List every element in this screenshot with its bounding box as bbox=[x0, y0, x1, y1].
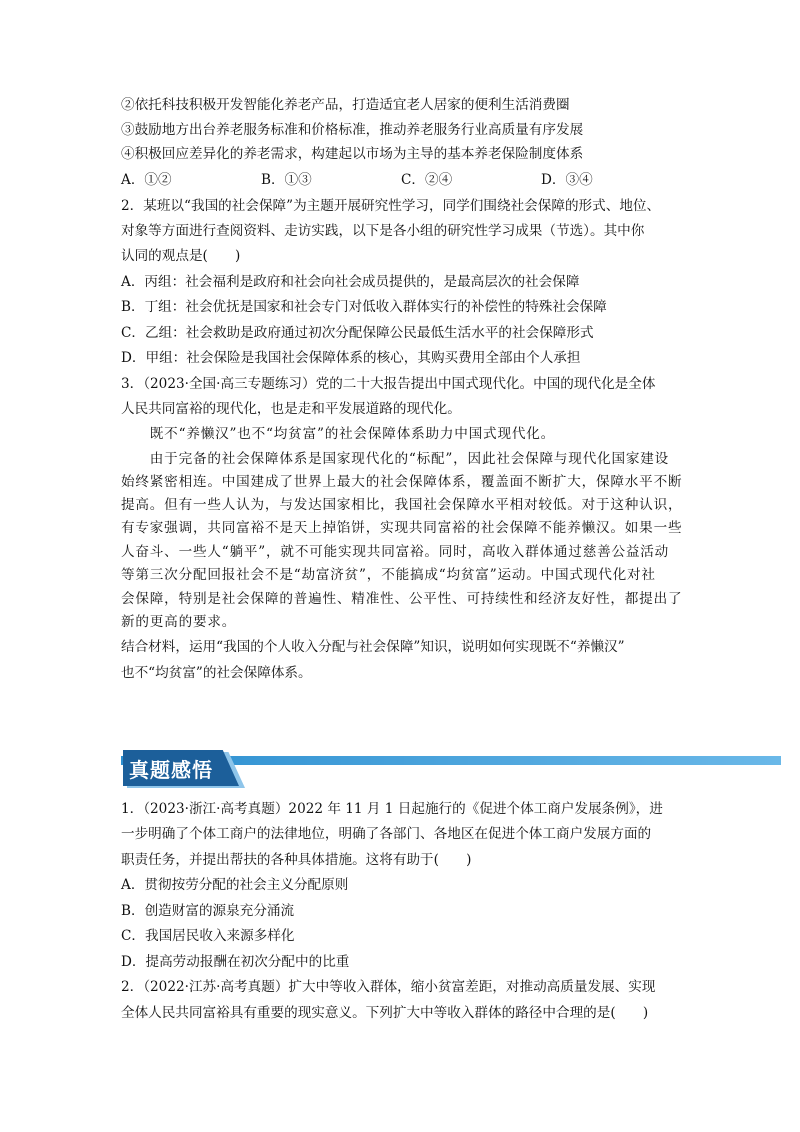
q2-stem-line-1: 2．某班以“我国的社会保障”为主题开展研究性学习，同学们围绕社会保障的形式、地位、 bbox=[121, 198, 661, 214]
b-q1-stem-line-1: 1．（2023·浙江·高考真题）2022 年 11 月 1 日起施行的《促进个体工商户发展条例》，进 bbox=[121, 801, 663, 817]
q3-material-line-8: 新的更高的要求。 bbox=[121, 614, 237, 630]
q3-stem-line-2: 人民共同富裕的现代化，也是走和平发展道路的现代化。 bbox=[121, 401, 461, 417]
section-banner bbox=[121, 748, 781, 788]
q3-question-line-2: 也不“均贫富”的社会保障体系。 bbox=[121, 665, 312, 681]
b-q2-stem-line-2: 全体人民共同富裕具有重要的现实意义。下列扩大中等收入群体的路径中合理的是( ) bbox=[121, 1005, 649, 1021]
q3-material-title: 既不“养懒汉”也不“均贫富”的社会保障体系助力中国式现代化。 bbox=[121, 426, 556, 442]
b-q1-option-b: B．创造财富的源泉充分涌流 bbox=[121, 903, 295, 919]
q3-material-line-4: 有专家强调，共同富裕不是天上掉馅饼，实现共同富裕的社会保障不能养懒汉。如果一些 bbox=[121, 520, 683, 536]
q3-stem-line-1: 3．（2023·全国·高三专题练习）党的二十大报告提出中国式现代化。中国的现代化是全体 bbox=[121, 376, 656, 392]
q2-stem-line-3: 认同的观点是( ) bbox=[121, 248, 241, 264]
banner-title: 真题感悟 bbox=[129, 758, 213, 782]
q1-item-3: ③鼓励地方出台养老服务标准和价格标准，推动养老服务行业高质量有序发展 bbox=[121, 122, 584, 138]
q1-option-a: A．①② bbox=[121, 172, 172, 188]
q2-stem-line-2: 对象等方面进行查阅资料、走访实践，以下是各小组的研究性学习成果（节选）。其中你 bbox=[121, 223, 645, 239]
q3-material-line-5: 人奋斗、一些人“躺平”，就不可能实现共同富裕。同时，高收入群体通过慈善公益活动 bbox=[121, 544, 670, 560]
q3-material-line-7: 会保障，特别是社会保障的普遍性、精准性、公平性、可持续性和经济友好性，都提出了 bbox=[121, 591, 683, 607]
q3-material-line-2: 始终紧密相连。中国建成了世界上最大的社会保障体系，覆盖面不断扩大，保障水平不断 bbox=[121, 474, 683, 490]
q2-option-b: B．丁组：社会优抚是国家和社会专门对低收入群体实行的补偿性的特殊社会保障 bbox=[121, 299, 607, 315]
b-q1-option-c: C．我国居民收入来源多样化 bbox=[121, 928, 295, 944]
q2-option-d: D．甲组：社会保险是我国社会保障体系的核心，其购买费用全部由个人承担 bbox=[121, 350, 581, 366]
q2-option-c: C．乙组：社会救助是政府通过初次分配保障公民最低生活水平的社会保障形式 bbox=[121, 325, 594, 341]
b-q1-option-a: A．贯彻按劳分配的社会主义分配原则 bbox=[121, 877, 349, 893]
q1-item-2: ②依托科技积极开发智能化养老产品，打造适宜老人居家的便利生活消费圈 bbox=[121, 97, 570, 113]
q1-item-4: ④积极回应差异化的养老需求，构建起以市场为主导的基本养老保险制度体系 bbox=[121, 146, 584, 162]
q1-option-c: C．②④ bbox=[401, 172, 453, 188]
b-q2-stem-line-1: 2．（2022·江苏·高考真题）扩大中等收入群体，缩小贫富差距，对推动高质量发展、实现 bbox=[121, 979, 656, 995]
b-q1-option-d: D．提高劳动报酬在初次分配中的比重 bbox=[121, 954, 350, 970]
q3-material-line-6: 等第三次分配回报社会不是“劫富济贫”，不能搞成“均贫富”运动。中国式现代化对社 bbox=[121, 567, 656, 583]
q3-material-line-1: 由于完备的社会保障体系是国家现代化的“标配”，因此社会保障与现代化国家建设 bbox=[121, 451, 670, 467]
b-q1-stem-line-3: 职责任务，并提出帮扶的各种具体措施。这将有助于( ) bbox=[121, 852, 472, 868]
q2-option-a: A．丙组：社会福利是政府和社会向社会成员提供的，是最高层次的社会保障 bbox=[121, 274, 580, 290]
q1-option-d: D．③④ bbox=[541, 172, 593, 188]
q3-question-line-1: 结合材料，运用“我国的个人收入分配与社会保障”知识，说明如何实现既不“养懒汉” bbox=[121, 639, 625, 655]
q3-material-line-3: 提高。但有一些人认为，与发达国家相比，我国社会保障水平相对较低。对于这种认识， bbox=[121, 497, 683, 513]
q1-option-b: B．①③ bbox=[261, 172, 312, 188]
b-q1-stem-line-2: 一步明确了个体工商户的法律地位，明确了各部门、各地区在促进个体工商户发展方面的 bbox=[121, 826, 652, 842]
